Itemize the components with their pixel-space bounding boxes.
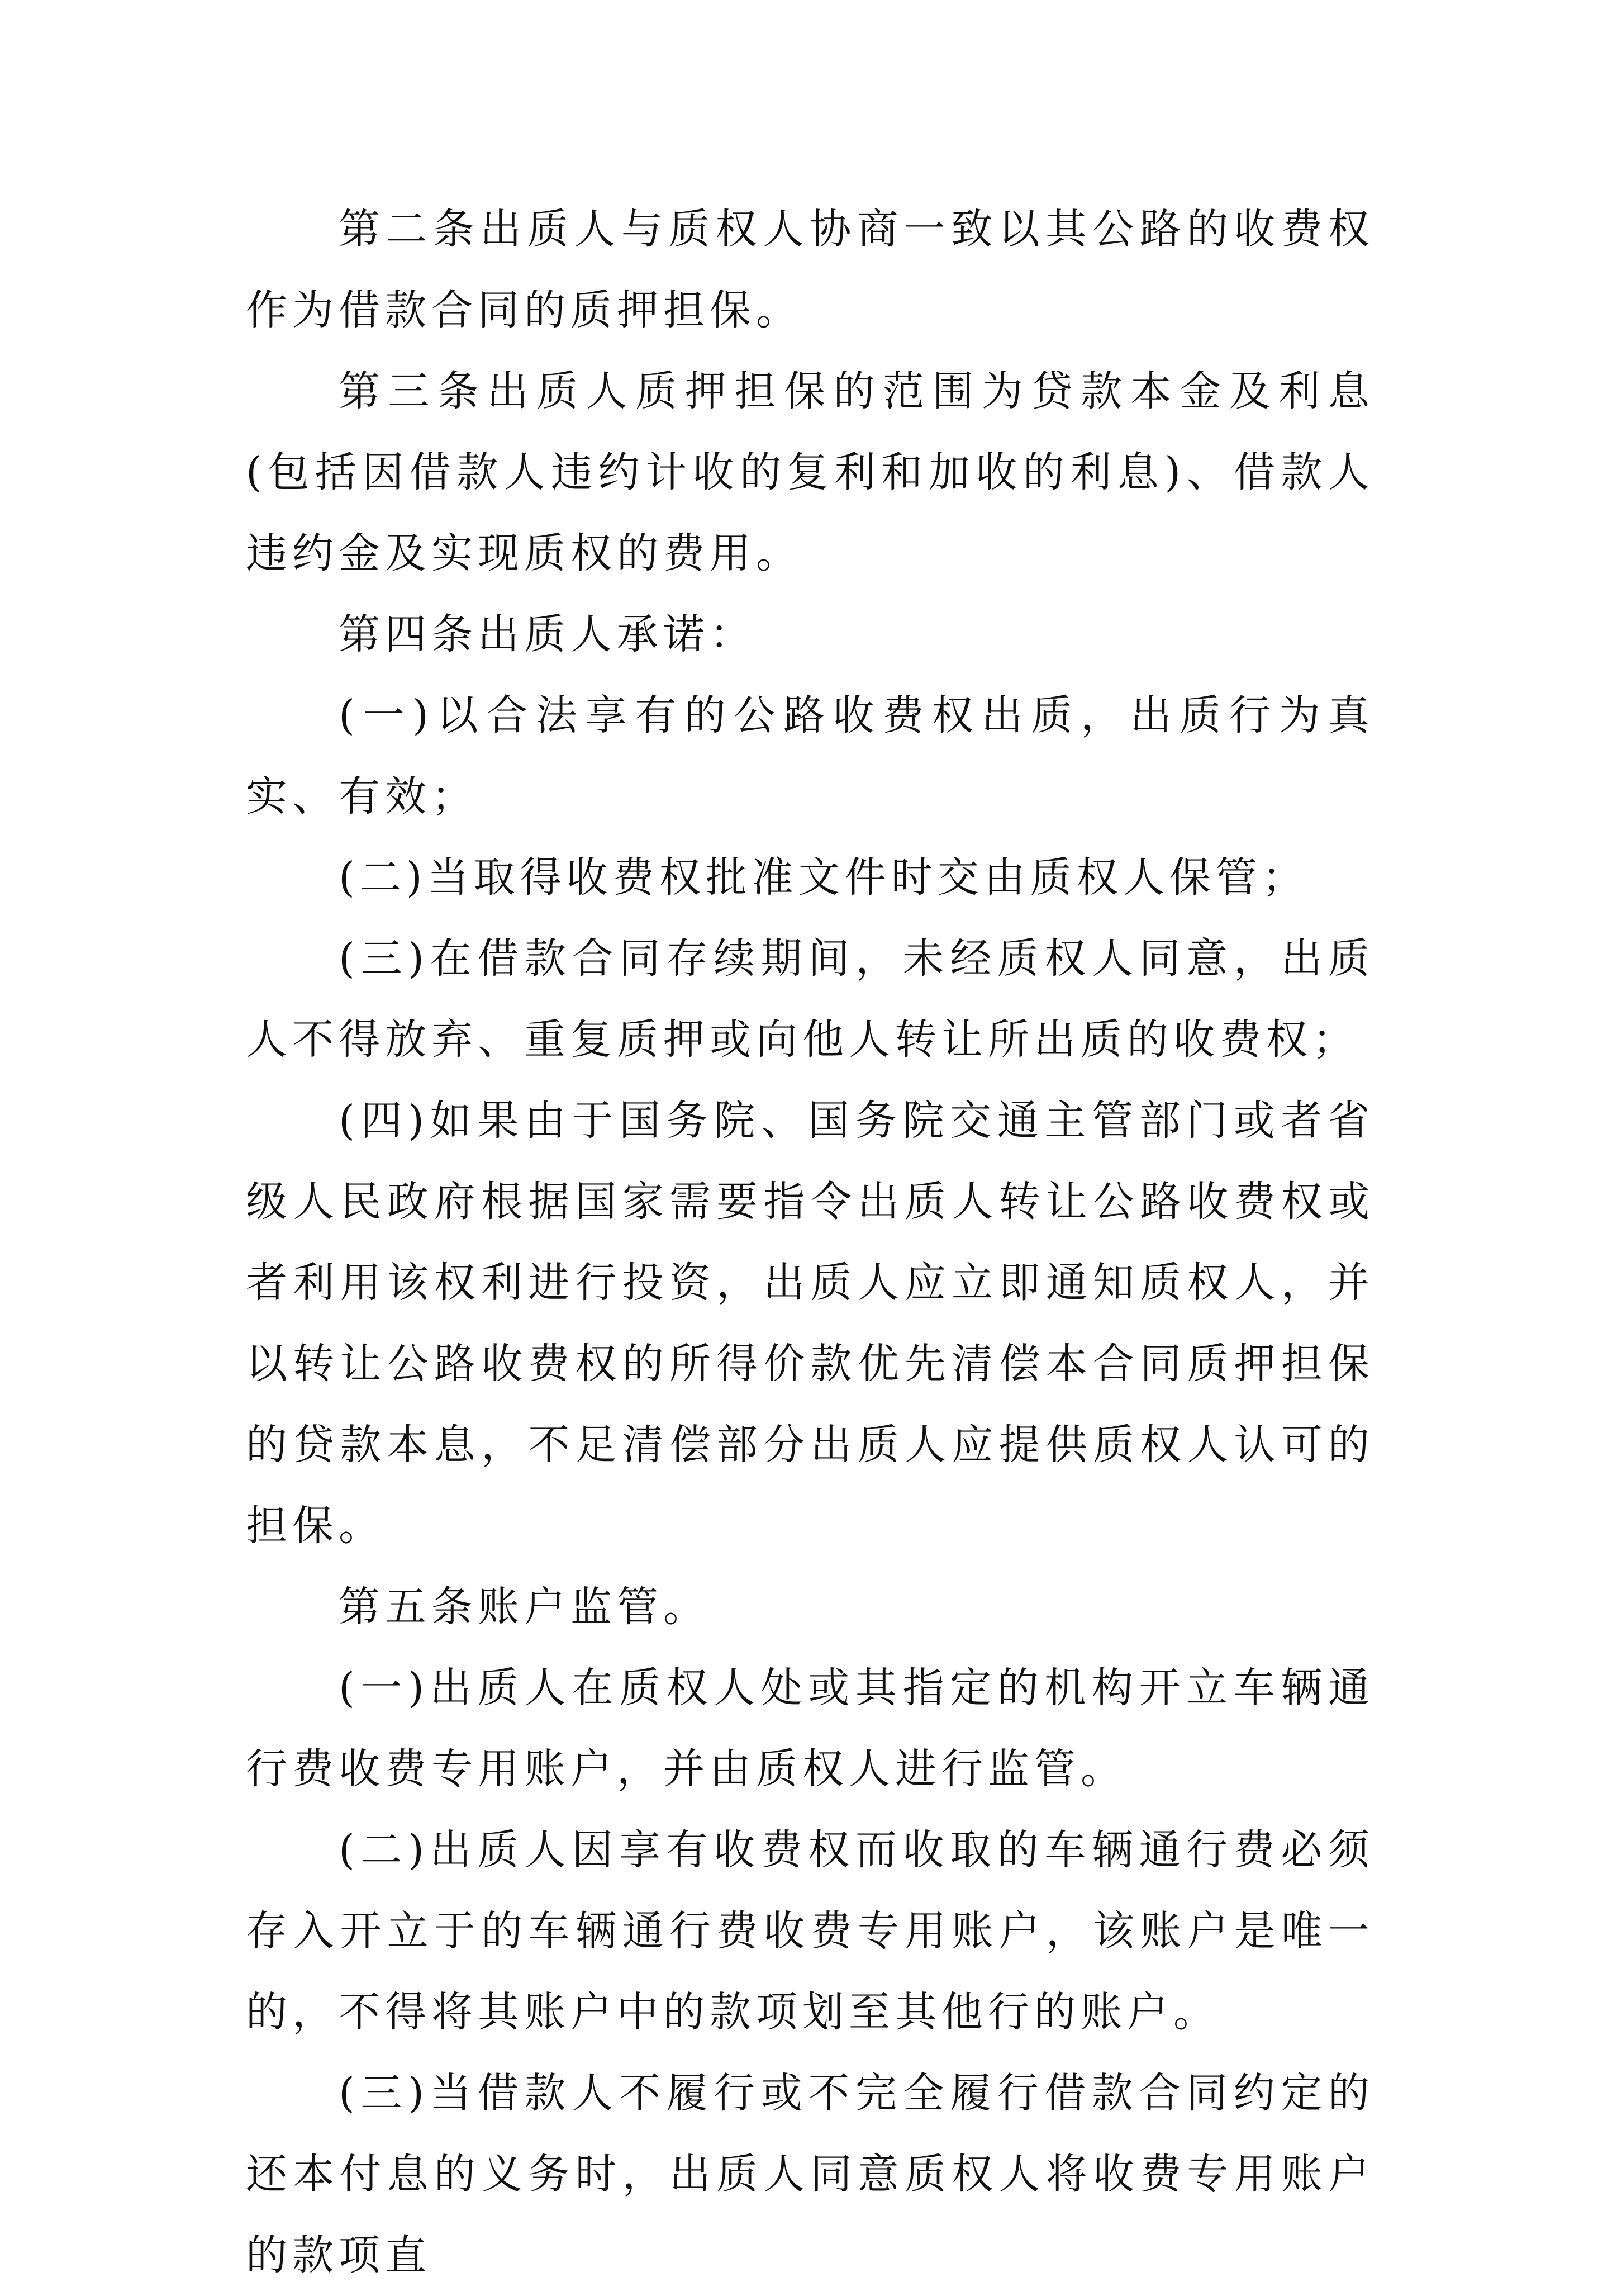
paragraph-article-4-heading: 第四条出质人承诺： — [339, 610, 756, 658]
paragraph-article-5-item-2: (二)出质人因享有收费权而收取的车辆通行费必须存入开立于的车辆通行费收费专用账户，该账户是唯一的，不得将其账户中的款项划至其他行的账户。 — [246, 1826, 1375, 2036]
paragraph-article-5-item-1: (一)出质人在质权人处或其指定的机构开立车辆通行费收费专用账户，并由质权人进行监管。 — [246, 1664, 1375, 1793]
paragraph-article-2: 第二条出质人与质权人协商一致以其公路的收费权作为借款合同的质押担保。 — [246, 205, 1375, 334]
paragraph-article-4-item-3: (三)在借款合同存续期间，未经质权人同意，出质人不得放弃、重复质押或向他人转让所出质的收费权； — [246, 934, 1375, 1064]
paragraph-article-4-item-2: (二)当取得收费权批准文件时交由质权人保管； — [339, 853, 1309, 902]
document-body — [246, 189, 1375, 2296]
paragraph-article-4-item-1: (一)以合法享有的公路收费权出质，出质行为真实、有效； — [246, 691, 1375, 820]
paragraph-article-3: 第三条出质人质押担保的范围为贷款本金及利息(包括因借款人违约计收的复利和加收的利息)、借款人违约金及实现质权的费用。 — [246, 367, 1375, 577]
paragraph-article-5-item-3: (三)当借款人不履行或不完全履行借款合同约定的还本付息的义务时，出质人同意质权人将收费专用账户的款项直 — [246, 2069, 1375, 2279]
paragraph-article-5-heading: 第五条账户监管。 — [339, 1583, 710, 1631]
paragraph-article-4-item-4: (四)如果由于国务院、国务院交通主管部门或者省级人民政府根据国家需要指令出质人转让公路收费权或者利用该权利进行投资，出质人应立即通知质权人，并以转让公路收费权的所得价款优先清偿本合同质押担保的贷款本息，不足清偿部分出质人应提供质权人认可的担保。 — [246, 1097, 1375, 1550]
